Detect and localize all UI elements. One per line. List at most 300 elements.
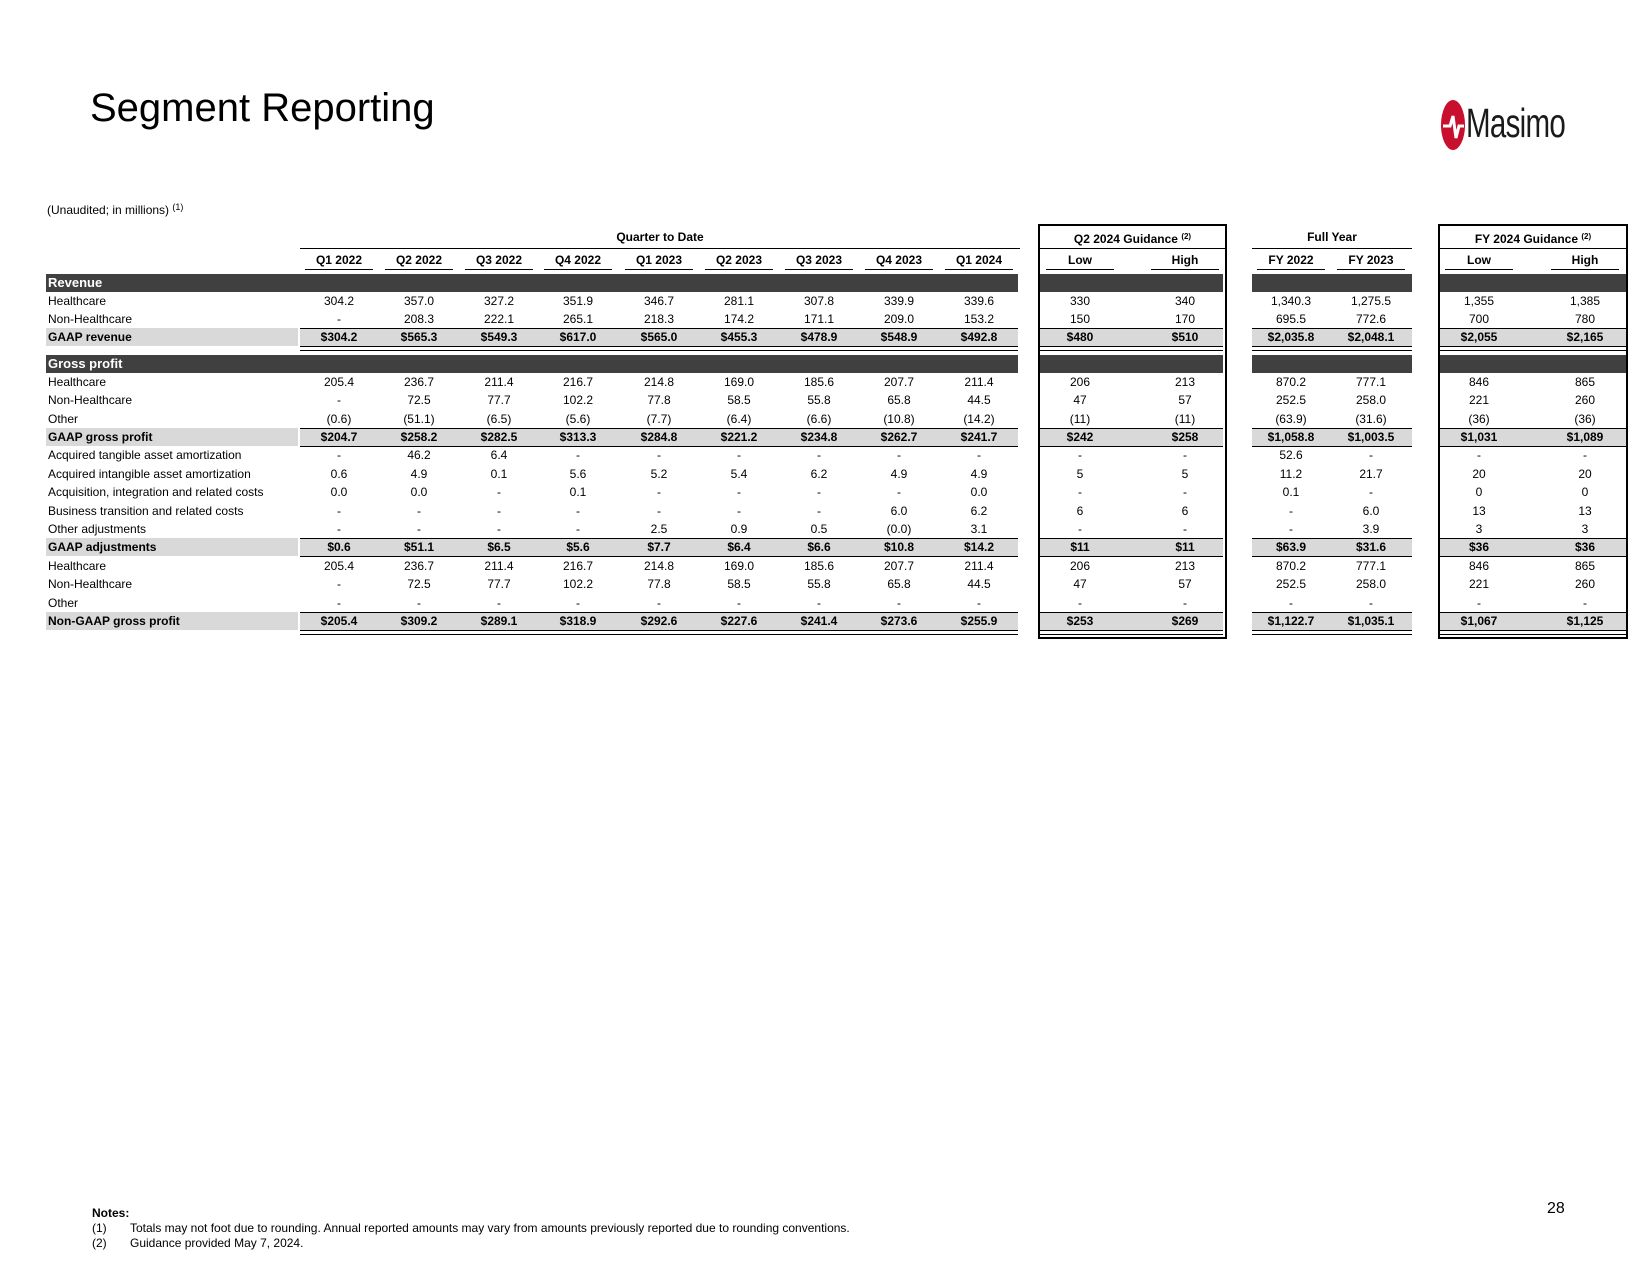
table-cell: - [817,448,821,462]
table-cell: - [657,448,661,462]
row-label: GAAP revenue [48,330,132,344]
table-cell: - [1183,485,1187,499]
table-cell: 11.2 [1279,467,1303,481]
table-cell: $242 [1066,430,1094,444]
table-cell: $63.9 [1275,540,1307,554]
table-cell: 865 [1574,559,1596,573]
row-label: Healthcare [48,294,107,308]
table-cell: - [817,596,821,610]
table-cell: (11) [1174,412,1196,426]
table-cell: 6.4 [490,448,508,462]
table-cell: 216.7 [562,375,594,389]
table-cell: 77.8 [647,393,671,407]
table-cell: $253 [1066,614,1094,628]
table-cell: - [1583,448,1587,462]
section-label-gross-profit: Gross profit [48,356,123,371]
table-cell: $284.8 [640,430,678,444]
table-cell: - [897,485,901,499]
table-cell: (63.9) [1275,412,1307,426]
table-cell: 77.7 [487,577,511,591]
table-cell: 55.8 [807,393,831,407]
table-cell: 185.6 [803,559,835,573]
table-cell: 6.2 [970,504,988,518]
total-bottom-rule [1040,346,1223,351]
table-cell: 340 [1174,294,1196,308]
row-label: Non-Healthcare [48,393,133,407]
table-cell: $6.4 [727,540,751,554]
table-cell: 13 [1578,504,1592,518]
table-cell: - [897,596,901,610]
table-cell: 57 [1178,393,1192,407]
group-header-q2-guidance: Q2 2024 Guidance $^{(2)}$ [1073,232,1192,246]
table-cell: 865 [1574,375,1596,389]
table-cell: - [1289,504,1293,518]
table-cell: 77.7 [487,393,511,407]
table-cell: 211.4 [964,375,994,389]
table-cell: - [737,596,741,610]
table-cell: 236.7 [403,375,435,389]
table-cell: 6 [1181,504,1189,518]
table-cell: - [1078,448,1082,462]
table-cell: 213 [1174,375,1196,389]
table-cell: - [737,504,741,518]
table-cell: - [657,596,661,610]
section-band [46,355,1018,373]
row-label: Non-GAAP gross profit [48,614,180,628]
table-cell: (51.1) [403,412,435,426]
table-cell: 211.4 [484,375,514,389]
table-cell: 72.5 [407,393,431,407]
table-cell: $273.6 [880,614,918,628]
table-cell: 780 [1574,312,1596,326]
table-cell: 258.0 [1355,577,1387,591]
table-cell: 870.2 [1275,375,1307,389]
table-cell: 846 [1468,559,1490,573]
table-cell: 55.8 [807,577,831,591]
table-cell: - [1183,448,1187,462]
row-label: Non-Healthcare [48,577,133,591]
column-header: FY 2022 [1257,251,1325,270]
table-cell: 207.7 [883,375,915,389]
table-cell: 307.8 [803,294,835,308]
table-cell: $565.3 [400,330,438,344]
table-cell: 206 [1069,559,1091,573]
column-header: FY 2023 [1337,251,1405,270]
table-cell: 174.2 [723,312,755,326]
table-cell: 0 [1581,485,1589,499]
table-cell: (10.8) [883,412,915,426]
table-cell: $510 [1171,330,1199,344]
table-cell: - [1078,522,1082,536]
table-cell: $2,035.8 [1267,330,1315,344]
table-cell: 221 [1468,577,1490,591]
section-band [1040,274,1223,292]
table-cell: (7.7) [646,412,672,426]
masimo-logo-text: Masimo [1466,100,1566,146]
group-header-full-year: Full Year [1307,230,1357,244]
table-cell: 0.0 [330,485,348,499]
table-cell: - [657,504,661,518]
table-cell: $234.8 [800,430,838,444]
table-cell: 72.5 [407,577,431,591]
table-cell: (36) [1468,412,1490,426]
table-cell: - [1369,596,1373,610]
table-cell: $227.6 [720,614,758,628]
table-cell: - [1289,522,1293,536]
table-cell: (14.2) [963,412,995,426]
table-cell: $7.7 [647,540,671,554]
group-header-fy-guidance: FY 2024 Guidance $^{(2)}$ [1474,232,1592,246]
group-underline [1040,248,1225,249]
table-cell: 221 [1468,393,1490,407]
table-cell: $6.5 [487,540,511,554]
table-cell: $1,031 [1460,430,1498,444]
table-cell: 65.8 [887,393,911,407]
table-cell: - [337,312,341,326]
table-cell: 252.5 [1275,393,1307,407]
table-cell: 258.0 [1355,393,1387,407]
table-cell: 47 [1073,577,1087,591]
table-cell: 3 [1581,522,1589,536]
table-cell: (6.5) [486,412,512,426]
table-cell: $455.3 [720,330,758,344]
section-band [1440,355,1626,373]
table-cell: 3.1 [970,522,988,536]
table-cell: $1,035.1 [1347,614,1395,628]
total-bottom-rule [1040,630,1223,635]
table-cell: 777.1 [1355,559,1387,573]
table-cell: 339.6 [963,294,995,308]
table-cell: $205.4 [320,614,358,628]
table-cell: 346.7 [643,294,675,308]
table-cell: - [337,577,341,591]
table-cell: 102.2 [562,577,594,591]
table-cell: 3.9 [1362,522,1380,536]
table-cell: 4.9 [410,467,428,481]
table-cell: (11) [1069,412,1091,426]
column-header: Low [1046,251,1114,270]
table-cell: 0.1 [569,485,587,499]
table-cell: $255.9 [960,614,998,628]
table-cell: - [337,393,341,407]
table-cell: - [1183,596,1187,610]
note-item: (2) Guidance provided May 7, 2024. [92,1236,304,1250]
table-cell: 20 [1472,467,1486,481]
table-cell: (36) [1574,412,1596,426]
table-cell: 265.1 [562,312,594,326]
table-cell: 77.8 [647,577,671,591]
table-cell: $241.7 [960,430,998,444]
table-cell: $36 [1468,540,1490,554]
row-label: Business transition and related costs [48,504,244,518]
table-cell: 5.2 [650,467,668,481]
table-cell: $549.3 [480,330,518,344]
table-cell: 150 [1069,312,1091,326]
row-label: Other [48,412,79,426]
table-cell: $1,058.8 [1267,430,1315,444]
table-cell: 0.0 [410,485,428,499]
table-cell: 46.2 [407,448,431,462]
row-label: Other adjustments [48,522,147,536]
column-header: Q2 2023 [705,251,773,270]
table-cell: - [417,504,421,518]
table-cell: 870.2 [1275,559,1307,573]
row-label: Healthcare [48,375,107,389]
table-cell: $548.9 [880,330,918,344]
total-bottom-rule [1252,630,1412,635]
table-cell: $2,048.1 [1347,330,1395,344]
table-cell: 351.9 [562,294,594,308]
table-cell: 6.0 [1362,504,1380,518]
table-cell: 339.9 [883,294,915,308]
table-cell: 5 [1181,467,1189,481]
table-cell: $204.7 [320,430,358,444]
column-header: Q4 2023 [865,251,933,270]
table-cell: - [576,448,580,462]
table-cell: - [817,485,821,499]
column-header: Q1 2022 [305,251,373,270]
table-cell: - [337,504,341,518]
table-cell: 281.1 [723,294,755,308]
row-label: GAAP adjustments [48,540,157,554]
table-cell: $282.5 [480,430,518,444]
table-cell: - [1477,596,1481,610]
table-cell: $292.6 [640,614,678,628]
table-cell: - [576,504,580,518]
table-cell: - [337,522,341,536]
table-cell: - [977,596,981,610]
table-cell: 52.6 [1279,448,1303,462]
row-label: Non-Healthcare [48,312,133,326]
table-cell: $318.9 [559,614,597,628]
table-cell: $492.8 [960,330,998,344]
table-cell: $289.1 [480,614,518,628]
section-band [1252,355,1412,373]
table-cell: (6.4) [726,412,752,426]
table-cell: $11 [1175,540,1195,554]
table-cell: $1,122.7 [1267,614,1315,628]
column-header: Q2 2022 [385,251,453,270]
table-cell: - [737,448,741,462]
table-cell: 846 [1468,375,1490,389]
table-cell: 0.5 [810,522,828,536]
table-cell: 21.7 [1359,467,1383,481]
table-cell: - [817,504,821,518]
table-cell: 169.0 [723,559,755,573]
table-cell: $617.0 [559,330,597,344]
table-cell: 260 [1574,577,1596,591]
table-cell: 5.4 [730,467,748,481]
table-cell: $5.6 [566,540,590,554]
table-cell: 357.0 [403,294,435,308]
table-cell: 1,355 [1463,294,1495,308]
table-cell: $1,089 [1566,430,1604,444]
table-cell: - [497,596,501,610]
table-cell: $480 [1066,330,1094,344]
table-cell: 153.2 [963,312,995,326]
total-bottom-rule [300,630,1018,635]
table-cell: 1,385 [1569,294,1601,308]
table-cell: 327.2 [483,294,515,308]
table-cell: $258 [1171,430,1199,444]
table-cell: (31.6) [1355,412,1387,426]
table-cell: - [417,596,421,610]
section-band [1440,274,1626,292]
table-cell: $262.7 [880,430,918,444]
table-cell: 65.8 [887,577,911,591]
table-cell: - [1369,485,1373,499]
table-cell: $2,055 [1460,330,1498,344]
table-cell: (0.0) [886,522,912,536]
total-bottom-rule [300,346,1018,351]
table-cell: $10.8 [883,540,915,554]
table-cell: 171.1 [803,312,835,326]
column-header: Q3 2022 [465,251,533,270]
table-cell: 13 [1472,504,1486,518]
row-label: Acquired intangible asset amortization [48,467,251,481]
table-cell: 44.5 [967,577,991,591]
subtitle-footnote: (1) [172,202,184,212]
table-cell: $258.2 [400,430,438,444]
row-label: Acquisition, integration and related costs [48,485,264,499]
table-cell: $51.1 [403,540,435,554]
table-cell: 47 [1073,393,1087,407]
table-cell: 206 [1069,375,1091,389]
table-cell: 700 [1468,312,1490,326]
column-header: High [1551,251,1619,270]
table-cell: 207.7 [883,559,915,573]
table-cell: 6.2 [810,467,828,481]
table-cell: $1,125 [1566,614,1604,628]
table-cell: $1,003.5 [1347,430,1395,444]
column-header: Low [1445,251,1513,270]
page-number: 28 [1547,1200,1565,1217]
table-cell: 304.2 [323,294,355,308]
table-cell: 170 [1174,312,1196,326]
table-cell: (0.6) [326,412,352,426]
table-cell: $1,067 [1460,614,1498,628]
table-cell: - [1183,522,1187,536]
section-label-revenue: Revenue [48,275,103,290]
table-cell: $14.2 [963,540,995,554]
table-cell: 205.4 [323,375,355,389]
table-cell: $241.4 [800,614,838,628]
table-cell: 211.4 [484,559,514,573]
subtitle: (Unaudited; in millions) $^{(1)}$ [47,202,184,217]
table-cell: 208.3 [403,312,435,326]
table-cell: 216.7 [562,559,594,573]
table-cell: $304.2 [320,330,358,344]
table-cell: 214.8 [643,375,675,389]
table-cell: 213 [1174,559,1196,573]
table-cell: 209.0 [883,312,915,326]
table-cell: - [417,522,421,536]
table-cell: 222.1 [483,312,515,326]
table-cell: - [576,522,580,536]
page-title: Segment Reporting [90,86,435,130]
row-label: Other [48,596,79,610]
table-cell: - [737,485,741,499]
table-cell: 777.1 [1355,375,1387,389]
table-cell: - [1369,448,1373,462]
table-cell: $478.9 [800,330,838,344]
column-header: Q3 2023 [785,251,853,270]
table-cell: 214.8 [643,559,675,573]
table-cell: 169.0 [723,375,755,389]
table-cell: 4.9 [890,467,908,481]
total-bottom-rule [1252,346,1412,351]
table-cell: 205.4 [323,559,355,573]
total-bottom-rule [1440,630,1626,635]
table-cell: 2.5 [650,522,668,536]
column-header: Q4 2022 [544,251,612,270]
table-cell: (6.6) [806,412,832,426]
row-label: Acquired tangible asset amortization [48,448,242,462]
table-cell: - [897,448,901,462]
table-cell: $11 [1070,540,1090,554]
table-cell: 0.0 [970,485,988,499]
table-cell: $36 [1574,540,1596,554]
table-cell: 330 [1069,294,1091,308]
group-underline [1440,248,1626,249]
table-cell: 6 [1076,504,1084,518]
table-cell: - [1078,596,1082,610]
table-cell: 20 [1578,467,1592,481]
table-cell: - [1289,596,1293,610]
row-label: GAAP gross profit [48,430,153,444]
section-band [1040,355,1223,373]
table-cell: 57 [1178,577,1192,591]
table-cell: $6.6 [807,540,831,554]
group-underline [300,248,1020,249]
table-cell: 0.1 [490,467,508,481]
table-cell: 5 [1076,467,1084,481]
table-cell: $221.2 [720,430,758,444]
table-cell: - [497,522,501,536]
table-cell: - [977,448,981,462]
table-cell: - [576,596,580,610]
table-cell: $565.0 [640,330,678,344]
table-cell: 218.3 [643,312,675,326]
table-cell: $313.3 [559,430,597,444]
table-cell: - [657,485,661,499]
column-header: Q1 2023 [625,251,693,270]
table-cell: 1,275.5 [1350,294,1392,308]
notes-heading: Notes: [92,1206,130,1220]
table-cell: - [337,448,341,462]
column-header: High [1151,251,1219,270]
table-cell: 0.1 [1282,485,1300,499]
table-cell: 252.5 [1275,577,1307,591]
table-cell: - [497,504,501,518]
table-cell: 260 [1574,393,1596,407]
table-cell: 1,340.3 [1270,294,1312,308]
table-cell: 695.5 [1275,312,1307,326]
table-cell: (5.6) [565,412,591,426]
total-bottom-rule [1440,346,1626,351]
table-cell: - [1583,596,1587,610]
row-label: Healthcare [48,559,107,573]
table-cell: 5.6 [569,467,587,481]
section-band [1252,274,1412,292]
table-cell: 772.6 [1355,312,1387,326]
group-header-quarter-to-date: Quarter to Date [616,230,704,244]
column-header: Q1 2024 [945,251,1013,270]
table-cell: $2,165 [1566,330,1604,344]
table-cell: 4.9 [970,467,988,481]
table-cell: 0.6 [330,467,348,481]
table-cell: $0.6 [327,540,351,554]
